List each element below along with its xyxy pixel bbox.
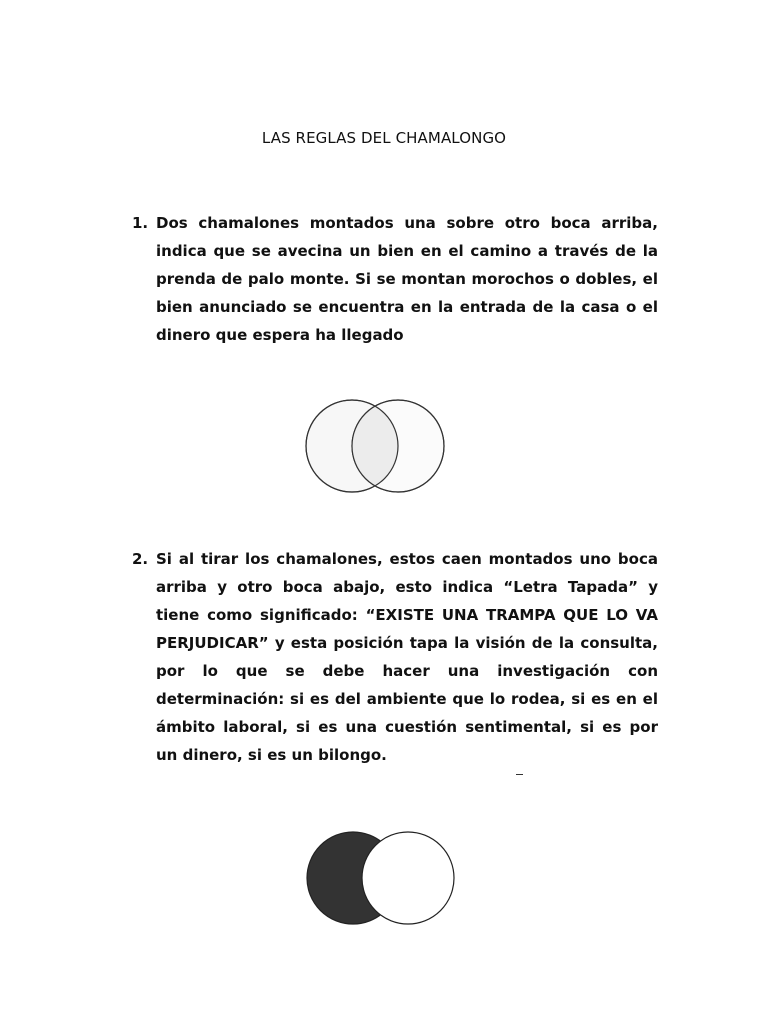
overlapping-circles-figure — [300, 395, 450, 497]
page-title: LAS REGLAS DEL CHAMALONGO — [261, 129, 507, 147]
white-front-circle — [362, 832, 454, 924]
rule-text: Dos chamalones montados una sobre otro boca arriba, indica que se avecina un bien en el camino a través de la prenda de palo monte. Si se montan morochos o dobles, el bien anunciado se encuentra en la entrada de la casa o el dinero que espera ha llegado — [156, 214, 658, 344]
covered-circles-figure — [303, 826, 459, 930]
rule-number: 2. — [132, 550, 149, 568]
rule-item-1 — [132, 209, 658, 349]
rule-number: 1. — [132, 214, 149, 232]
stray-dash-mark — [516, 774, 523, 775]
rule-text: Si al tirar los chamalones, estos caen montados uno boca arriba y otro boca abajo, esto indica “Letra Tapada” y tiene como significado: “EXISTE UNA TRAMPA QUE LO VA PERJUDICAR” y esta posición tapa la visión de la consulta, por lo que se debe hacer una investigación con determinación: si es del ambiente que lo rodea, si es en el ámbito laboral, si es una cuestión sentimental, si es por un dinero, si es un bilongo. — [156, 550, 658, 764]
rule-item-2 — [132, 545, 658, 769]
